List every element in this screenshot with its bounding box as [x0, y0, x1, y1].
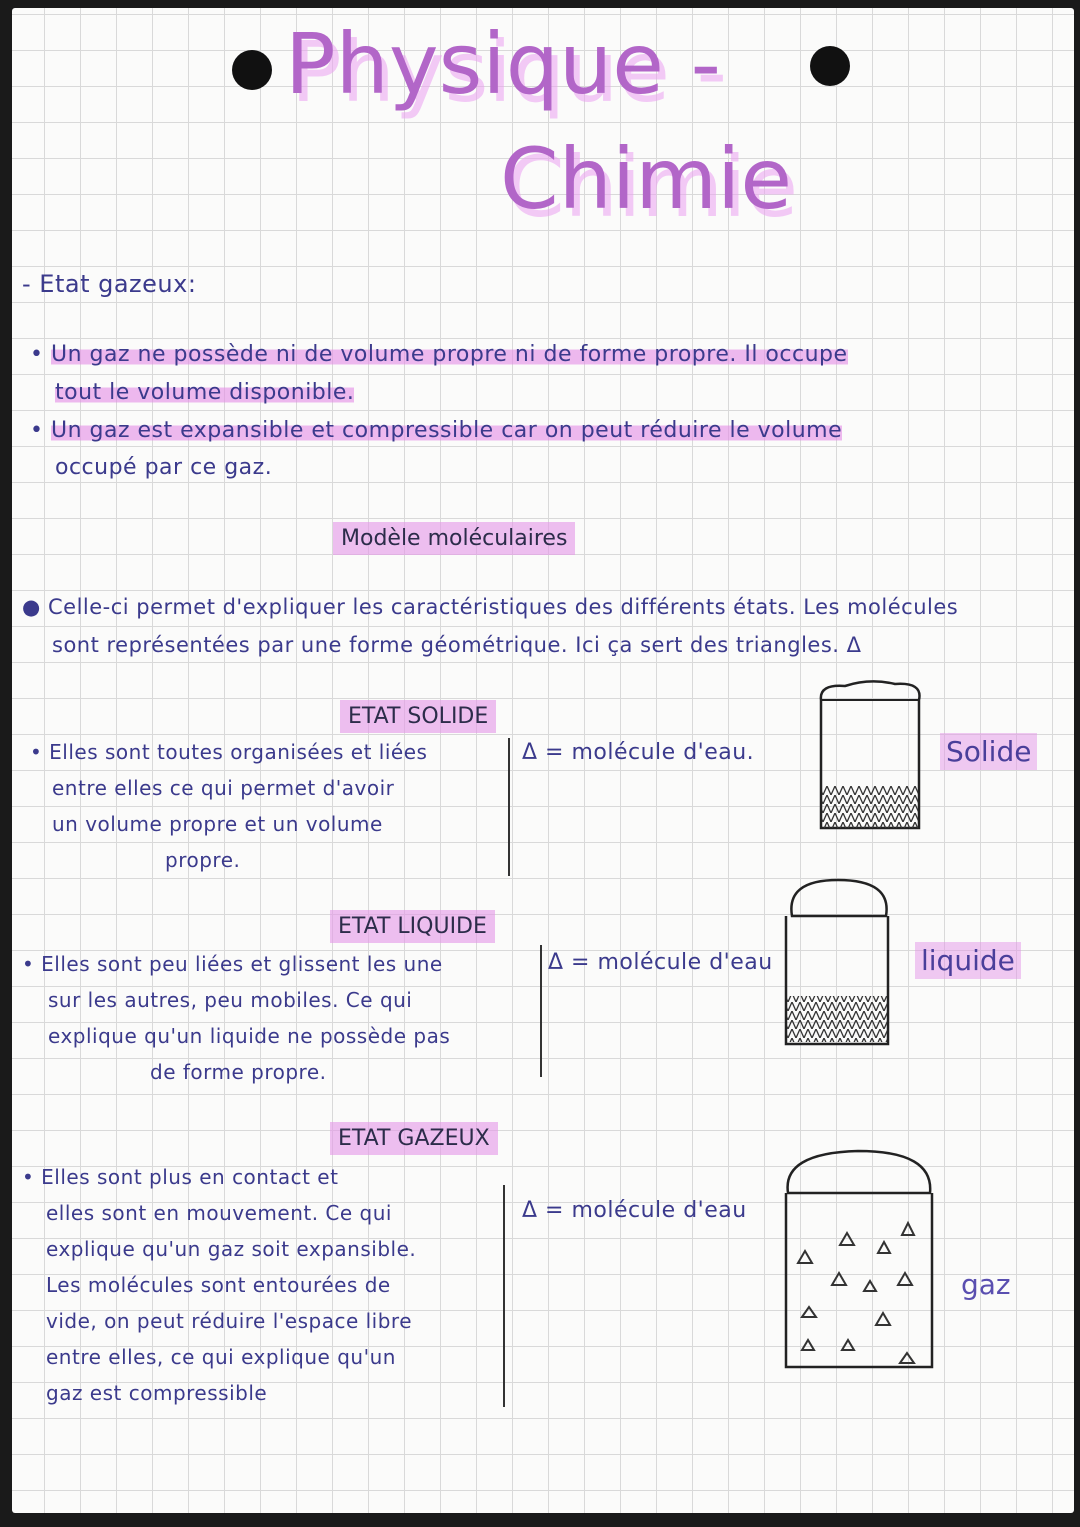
solid-divider: [508, 738, 510, 876]
liquid-line-1: • Elles sont peu liées et glissent les une: [22, 952, 443, 976]
gas-bullet-1-line-1: • Un gaz ne possède ni de volume propre ni de forme propre. Il occupe: [30, 342, 848, 367]
gas-line-5: vide, on peut réduire l'espace libre: [46, 1309, 412, 1333]
gas-bullet-2-line-1: • Un gaz est expansible et compressible car on peut réduire le volume: [30, 418, 843, 443]
solid-line-3: un volume propre et un volume: [52, 812, 383, 836]
gas-line-3: explique qu'un gaz soit expansible.: [46, 1237, 417, 1261]
gas-bullet-1-line-2: tout le volume disponible.: [55, 380, 355, 405]
gas-line-7: gaz est compressible: [46, 1381, 268, 1405]
binder-hole-right: [810, 46, 850, 86]
liquid-label: liquide: [915, 942, 1021, 979]
gas-line-4: Les molécules sont entourées de: [46, 1273, 391, 1297]
liquid-legend: Δ = molécule d'eau: [548, 950, 773, 975]
solid-label: Solide: [940, 733, 1037, 770]
title-chimie: Chimie: [500, 130, 793, 228]
liquid-container-drawing: [780, 876, 900, 1048]
liquid-line-3: explique qu'un liquide ne possède pas: [48, 1024, 451, 1048]
gas-legend: Δ = molécule d'eau: [522, 1198, 747, 1223]
binder-hole-left: [232, 50, 272, 90]
gas-bullet-2-line-2: occupé par ce gaz.: [55, 455, 273, 480]
liquid-line-2: sur les autres, peu mobiles. Ce qui: [48, 988, 413, 1012]
liquid-heading: ETAT LIQUIDE: [330, 910, 495, 943]
liquid-line-4: de forme propre.: [150, 1060, 327, 1084]
title-physique: Physique -: [285, 15, 721, 113]
solid-heading: ETAT SOLIDE: [340, 700, 496, 733]
model-heading: Modèle moléculaires: [333, 522, 575, 555]
liquid-divider: [540, 945, 542, 1077]
solid-container-drawing: [815, 678, 930, 838]
model-line-1: ● Celle-ci permet d'expliquer les caractéristiques des différents états. Les molécules: [22, 595, 959, 619]
gas-divider: [503, 1185, 505, 1407]
solid-line-4: propre.: [165, 848, 241, 872]
gas-container-drawing: [780, 1145, 940, 1373]
solid-line-2: entre elles ce qui permet d'avoir: [52, 776, 395, 800]
gas-line-2: elles sont en mouvement. Ce qui: [46, 1201, 392, 1225]
gas-line-1: • Elles sont plus en contact et: [22, 1165, 339, 1189]
gas-line-6: entre elles, ce qui explique qu'un: [46, 1345, 396, 1369]
solid-line-1: • Elles sont toutes organisées et liées: [30, 740, 428, 764]
gas-heading: ETAT GAZEUX: [330, 1122, 498, 1155]
model-line-2: sont représentées par une forme géométrique. Ici ça sert des triangles. Δ: [52, 633, 862, 657]
solid-legend: Δ = molécule d'eau.: [522, 740, 755, 765]
gas-label: gaz: [961, 1268, 1011, 1301]
section-heading: - Etat gazeux:: [22, 270, 197, 298]
